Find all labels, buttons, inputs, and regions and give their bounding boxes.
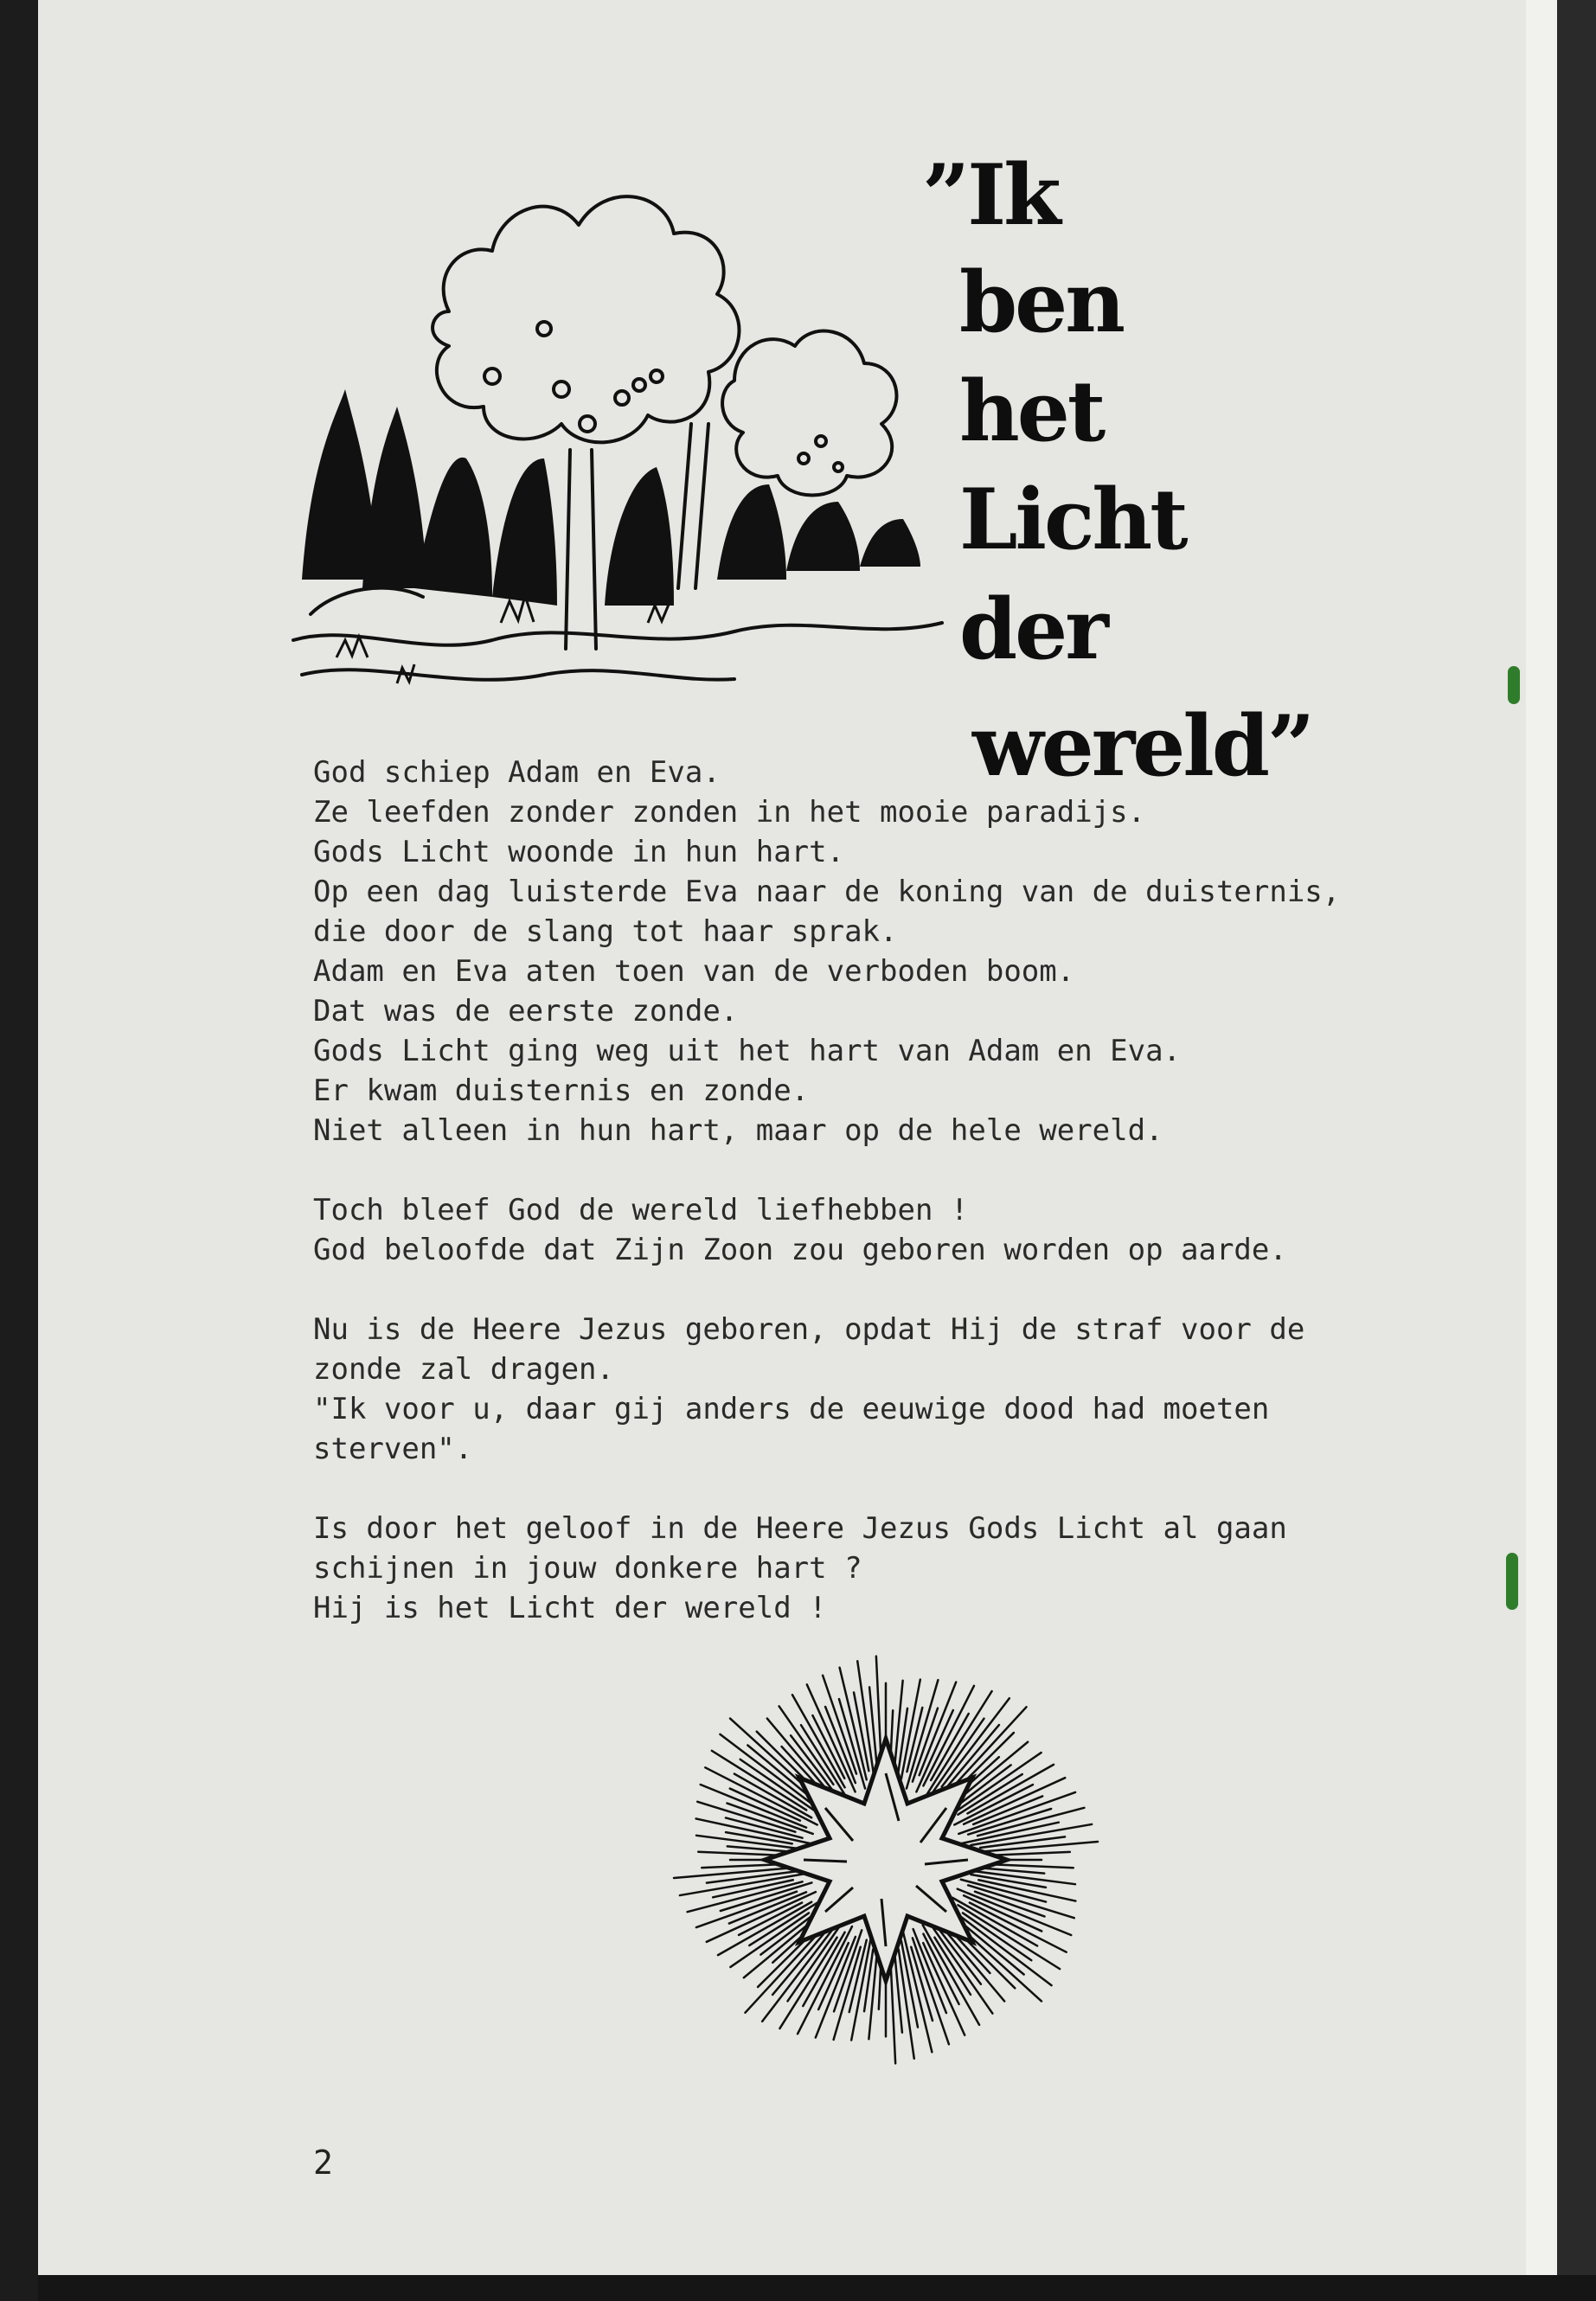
- light-ray: [975, 1892, 1045, 1917]
- title-line-licht: Licht: [959, 471, 1186, 568]
- trees-illustration: [285, 173, 959, 709]
- title-line-het: het: [959, 362, 1104, 460]
- text-line: Op een dag luisterde Eva naar de koning van de duisternis,: [313, 875, 1341, 909]
- text-line: sterven".: [313, 1432, 473, 1466]
- star-burst-illustration: [626, 1635, 1145, 2067]
- bottom-shadow: [38, 2275, 1596, 2301]
- text-line: Dat was de eerste zonde.: [313, 994, 739, 1029]
- text-line: Toch bleef God de wereld liefhebben !: [313, 1193, 969, 1227]
- paragraph-4: [313, 1509, 1526, 1628]
- light-ray: [958, 1905, 1060, 1969]
- title-line-wereld: wereld”: [972, 697, 1313, 795]
- light-ray: [907, 1680, 938, 1788]
- text-line: Niet alleen in hun hart, maar op de hele wereld.: [313, 1113, 1163, 1148]
- green-tab-marker: [1508, 666, 1520, 704]
- paragraph-2: [313, 1190, 1526, 1270]
- text-line: Er kwam duisternis en zonde.: [313, 1074, 810, 1108]
- text-line: Adam en Eva aten toen van de verboden boom.: [313, 954, 1075, 989]
- text-line: "Ik voor u, daar gij anders de eeuwige dood had moeten: [313, 1392, 1270, 1426]
- title-line-ben: ben: [959, 253, 1123, 351]
- text-line: God schiep Adam en Eva.: [313, 755, 721, 790]
- text-line: Hij is het Licht der wereld !: [313, 1591, 827, 1625]
- page-number: 2: [313, 2144, 333, 2182]
- text-line: schijnen in jouw donkere hart ?: [313, 1551, 862, 1586]
- book-spine-shadow: [1557, 0, 1596, 2301]
- title-line-der: der: [959, 580, 1106, 678]
- paragraph-1: [313, 753, 1526, 1150]
- page: [38, 0, 1526, 2275]
- text-line: Ze leefden zonder zonden in het mooie paradijs.: [313, 795, 1146, 830]
- text-line: zonde zal dragen.: [313, 1352, 614, 1387]
- text-line: die door de slang tot haar sprak.: [313, 914, 898, 949]
- title-line-ik: ”Ik: [922, 146, 1059, 244]
- text-line: Gods Licht woonde in hun hart.: [313, 835, 845, 869]
- text-line: Is door het geloof in de Heere Jezus Gods Licht al gaan: [313, 1511, 1287, 1546]
- page-edge: [1526, 0, 1557, 2275]
- text-line: Nu is de Heere Jezus geboren, opdat Hij de straf voor de: [313, 1312, 1305, 1347]
- green-tab-marker: [1506, 1553, 1518, 1610]
- text-line: God beloofde dat Zijn Zoon zou geboren worden op aarde.: [313, 1233, 1287, 1267]
- text-line: Gods Licht ging weg uit het hart van Adam en Eva.: [313, 1034, 1182, 1068]
- light-ray: [961, 1880, 1046, 1902]
- light-ray: [674, 1868, 791, 1878]
- body-text: [313, 753, 1526, 1668]
- paragraph-3: [313, 1310, 1526, 1469]
